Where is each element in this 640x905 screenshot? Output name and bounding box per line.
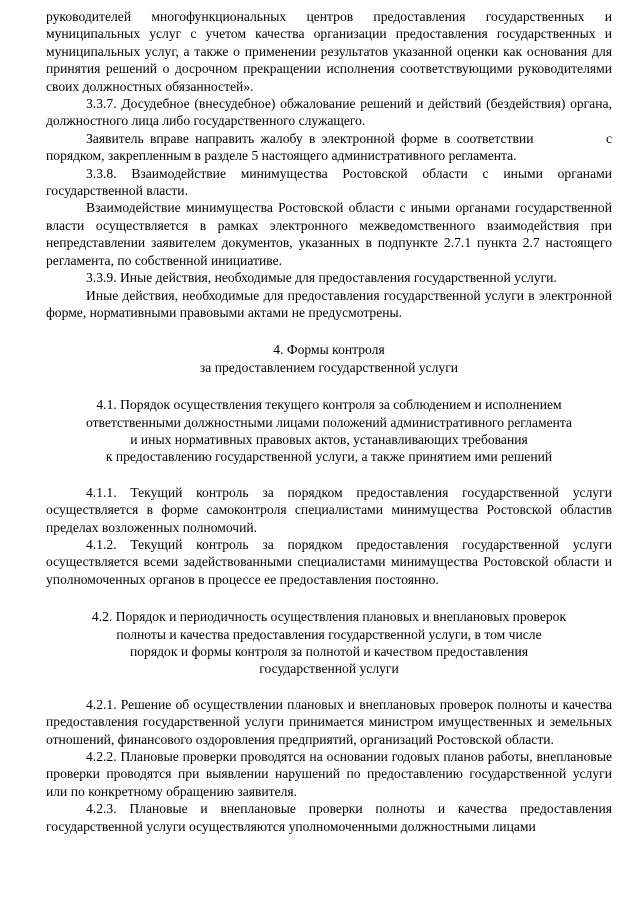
heading-line: ответственными должностными лицами положений административного регламента [85, 414, 573, 430]
paragraph-interaction: Взаимодействие минимущества Ростовской области с иными органами государственной власти осуществляется в рамках электронного межведомственного взаимодействия при непредставлении заявителем документов, указанных в подпункте 2.7.1 пункта 2.7 настоящего регламента, по собственной инициативе. [46, 200, 612, 268]
heading-line: 4.2. Порядок и периодичность осуществления плановых и внеплановых проверок [91, 609, 567, 625]
section-4-subtitle: за предоставлением государственной услуги [199, 359, 459, 375]
section-4-heading [46, 341, 612, 376]
paragraph-other-actions: Иные действия, необходимые для предоставления государственной услуги в электронной форме, нормативными правовыми актами не предусмотрены. [46, 287, 612, 320]
heading-line: порядок и формы контроля за полнотой и качеством предоставления [129, 644, 528, 659]
paragraph: руководителей многофункциональных центров предоставления государственных и муниципальных услуг с учетом качества организации предоставления государственных и муниципальных услуг, а также о применении результатов указанной оценки как основания для принятия решений о досрочном прекращении исполнения соответствующими руководителями своих должностных обязанностей». [46, 9, 612, 94]
heading-line: 4.1. Порядок осуществления текущего контроля за соблюдением и исполнением [96, 397, 562, 413]
heading-line: полноты и качества предоставления государственной услуги, в том числе [116, 626, 542, 642]
paragraph-4-2-3: 4.2.3. Плановые и внеплановые проверки полноты и качества предоставления государственной услуги осуществляются уполномоченными должностными лицами [46, 801, 612, 834]
heading-line: государственной услуги [259, 661, 399, 677]
paragraph-4-2-2: 4.2.2. Плановые проверки проводятся на основании годовых планов работы, внеплановые проверки проводятся при выявлении нарушений по предоставлению государственной услуги или по конкретному обращению заявителя. [46, 749, 612, 799]
paragraph-3-3-9: 3.3.9. Иные действия, необходимые для предоставления государственной услуги. [86, 270, 557, 286]
section-4-title: 4. Формы контроля [273, 342, 385, 358]
heading-4-2 [46, 608, 612, 678]
paragraph-4-1-1: 4.1.1. Текущий контроль за порядком предоставления государственной услуги осуществляется в форме самоконтроля специалистами минимущества Ростовской областив пределах возложенных полномочий. [46, 484, 612, 535]
paragraph-3-3-8: 3.3.8. Взаимодействие минимущества Ростовской области с иными органами государственной власти. [46, 165, 612, 199]
heading-line: и иных нормативных правовых актов, устанавливающих требования [130, 431, 528, 447]
paragraph-4-2-1: 4.2.1. Решение об осуществлении плановых и внеплановых проверок полноты и качества предоставления государственной услуги принимается министром имущественных и земельных отношений, финансового оздоровления предприятий, организаций Ростовской области. [46, 696, 612, 747]
heading-4-1 [46, 396, 612, 466]
document-page [46, 8, 612, 835]
paragraph-4-1-2: 4.1.2. Текущий контроль за порядком предоставления государственной услуги осуществляется всеми задействованными специалистами минимущества Ростовской области и уполномоченных органов в процессе ее предоставления постоянно. [46, 536, 612, 587]
paragraph-3-3-7: 3.3.7. Досудебное (внесудебное) обжалование решений и действий (бездействия) органа, должностного лица либо государственного служащего. [46, 96, 612, 129]
paragraph-complaint [46, 130, 612, 165]
complaint-line-2: порядком, закрепленным в разделе 5 настоящего административного регламента. [46, 148, 517, 164]
complaint-line-1: Заявитель вправе направить жалобу в электронной форме в соответствии с [86, 130, 612, 146]
heading-line: к предоставлению государственной услуги, а также принятием ими решений [105, 449, 553, 465]
